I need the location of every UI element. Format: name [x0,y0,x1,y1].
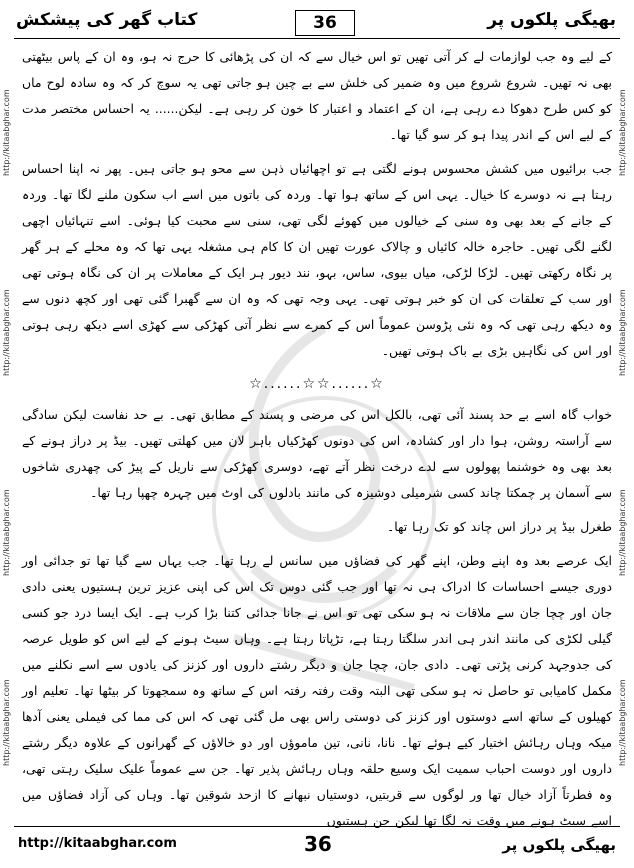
paragraph-1: کے لیے وہ جب لوازمات لے کر آتی تھیں تو اس خیال سے کہ ان کی پڑھائی کا حرج نہ ہو، وہ ان کے پاس بیٹھتی بھی نہ تھیں۔ شروع شروع میں وہ ضمیر کی خلش سے بے چین ہو جاتی تھی یہ سوچ کر کہ وہ سادہ لوح ماں کو کس طرح دھوکا دے رہی ہے، ان کے اعتماد و اعتبار کا خون کر رہی ہے۔ لیکن...... یہ احساس مختصر مدت کے لیے اس کے اندر پیدا ہو کر سو گیا تھا۔ [22,49,612,142]
page-footer [14,834,620,858]
footer-novel-title: بھیگی پلکوں پر [502,836,616,854]
side-url-left-2[interactable]: http://kitaabghar.com [2,289,11,377]
footer-page-number: 36 [304,832,332,856]
footer-url-link[interactable]: http://kitaabghar.com [18,836,177,851]
header-divider [14,38,620,39]
side-url-right-3[interactable]: http://kitaabghar.com [618,489,627,577]
section-separator: ☆......☆☆......☆ [249,376,385,392]
paragraph-3: خواب گاہ اسے بے حد پسند آئی تھی، بالکل اس کی مرضی و پسند کے مطابق تھی۔ بے حد نفاست لیکن سادگی سے آراستہ روشن، ہوا دار اور کشادہ، اس کی دونوں کھڑکیاں باہر لان میں کھلتی تھیں۔ بیڈ پر دراز ہونے کے بعد بھی وہ خوشنما پھولوں سے لدے درخت نظر آتے تھے، دوسری کھڑکی سے ناریل کے پیڑ کی چھدری شاخوں سے آسمان پر چمکتا چاند کسی شرمیلی دوشیزہ کی مانند بادلوں کی اوٹ میں چہرہ چھپا رہا تھا۔ [22,407,612,500]
side-url-right-2[interactable]: http://kitaabghar.com [618,289,627,377]
paragraph-2: جب برائیوں میں کشش محسوس ہونے لگتی ہے تو اچھائیاں ذہن سے محو ہو جاتی ہیں۔ پھر نہ اپنا احساس رہتا ہے نہ دوسرے کا خیال۔ یہی اس کے ساتھ ہوا تھا۔ وردہ کی باتوں میں اسے اب سکون ملنے لگا تھا۔ وردہ کے جانے کے بعد بھی وہ سنی کے خیالوں میں کھوئے لگی تھی، سنی سے محبت کیا ہوئی۔ اسے تنہائیاں اچھی لگنے لگی تھیں۔ حاجرہ خالہ کائیاں و چالاک عورت تھیں ان کا کام ہی مشغلہ یہی تھا کہ وہ محلے کے ہر گھر پر نگاہ رکھتی تھیں۔ لڑکا لڑکی، میاں بیوی، ساس، بہو، نند دیور ہر ایک کے معاملات پر ان کی نگاہ ہوتی تھی اور سب کے تعلقات کی ان کو خبر ہوتی تھی۔ یہی وجہ تھی کہ وہ ان سے گھبرا گئی تھی اور کچھ دنوں سے وہ دیکھ رہی تھی کہ وہ نئی پڑوسن عموماً اس کے کمرے سے نظر آتی کھڑکی سے کھڑی اسے دیکھ رہی ہوتی اور اس کی نگاہیں بڑی بے باک ہوتی تھیں۔ [22,161,612,358]
side-url-right-4[interactable]: http://kitaabghar.com [618,679,627,767]
side-url-left-4[interactable]: http://kitaabghar.com [2,679,11,767]
side-url-left-3[interactable]: http://kitaabghar.com [2,489,11,577]
novel-title: بھیگی پلکوں پر [487,10,616,30]
site-name: کتاب گھر کی پیشکش [16,10,198,30]
paragraph-4: طغرل بیڈ پر دراز اس چاند کو تک رہا تھا۔ [386,519,612,534]
header-page-number: 36 [295,10,355,36]
page-frame [2,8,627,860]
page-header [14,8,620,38]
page-body [22,44,612,828]
footer-divider [14,826,620,827]
paragraph-5: ایک عرصے بعد وہ اپنے وطن، اپنے گھر کی فضاؤں میں سانس لے رہا تھا۔ جب یہاں سے گیا تھا تو جدائی اور دوری جیسے احساسات کا ادراک ہی نہ تھا اور جب گئی دوس تک اس کی اپنی عزیز ترین ہستیوں یعنی دادی جان اور چچا جان سے ملاقات نہ ہو سکی تھی تو اس نے جانا جدائی کتنا بڑا کرب ہے۔ ایک ایسا درد جو کسی گیلی لکڑی کی مانند اندر ہی اندر سلگتا رہتا ہے، تڑپاتا رہتا ہے۔ وہاں سیٹ ہونے کے لیے اس کو طویل عرصہ کی جدوجہد کرنی پڑتی تھی۔ دادی جان، چچا جان و دیگر رشتے داروں اور کزنز کی یادوں سے اسے نکلنے میں مکمل کامیابی تو حاصل نہ ہو سکی تھی البتہ وقت رفتہ رفتہ اس کے ساتھ وہ سمجھوتا کر بیٹھا تھا۔ تعلیم اور کھیلوں کے ساتھ اسے دوستوں اور کزنز کی دوستی راس بھی مل گئی تھی کہ اس کی مما کی فیملی یعنی آدھا میکہ وہاں رہائش اختیار کیے ہوئے تھا۔ نانا، نانی، تین ماموؤں اور دو خالاؤں کے گھرانوں کے علاوہ دیگر رشتے داروں اور دوست احباب سمیت ایک وسیع حلقہ وہاں رہائش پذیر تھا۔ جن سے عموماً علیک سلیک رہتی تھی، وہ فطرتاً آزاد خیال تھا ور لوگوں سے قربتیں، دوستیاں نبھانے کا ازحد شوقین تھا۔ وہاں کی آزاد فضاؤں میں اسے سیٹ ہونے میں وقت نہ لگا تھا لیکن جن ہستیوں [22,553,612,828]
side-url-left-1[interactable]: http://kitaabghar.com [2,89,11,177]
side-url-right-1[interactable]: http://kitaabghar.com [618,89,627,177]
